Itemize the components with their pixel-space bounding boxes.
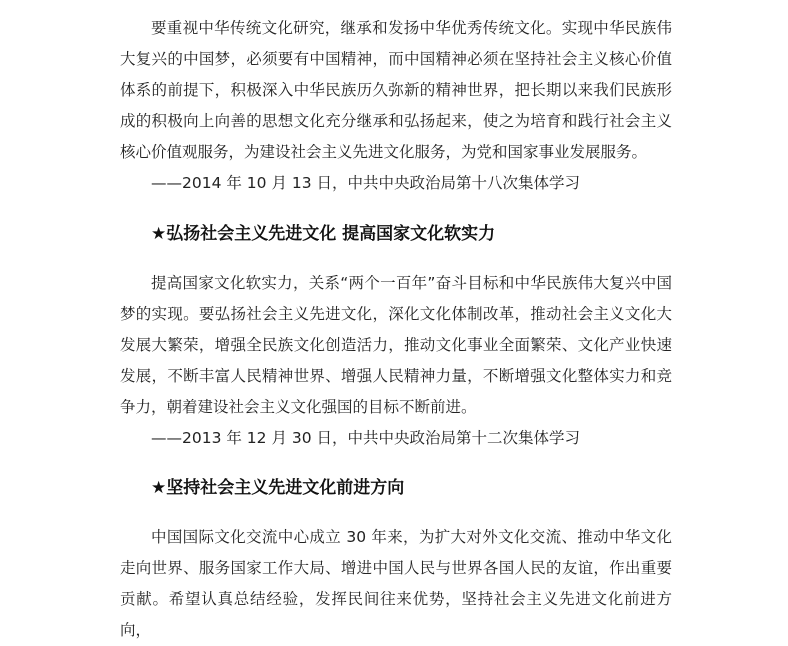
section-heading-soft-power: ★弘扬社会主义先进文化 提高国家文化软实力 [151,224,496,244]
source-line-2014: ——2014 年 10 月 13 日，中共中央政治局第十八次集体学习 [151,174,581,192]
spacer [120,504,672,522]
paragraph-traditional-culture: 要重视中华传统文化研究，继承和发扬中华优秀传统文化。实现中华民族伟大复兴的中国梦，必须要有中国精神，而中国精神必须在坚持社会主义核心价值体系的前提下，积极深入中华民族历久弥新的精神世界，把长期以来我们民族形成的积极向上向善的思想文化充分继承和弘扬起来，使之为培育和践行社会主义核心价值观服务，为建设社会主义先进文化服务，为党和国家事业发展服务。 [120,19,672,161]
spacer [120,454,672,473]
source-line-2013: ——2013 年 12 月 30 日，中共中央政治局第十二次集体学习 [151,429,581,447]
document-page [120,13,672,646]
spacer [120,250,672,268]
section-heading-advanced-culture: ★坚持社会主义先进文化前进方向 [151,478,405,498]
paragraph-cultural-exchange: 中国国际文化交流中心成立 30 年来，为扩大对外文化交流、推动中华文化走向世界、服务国家工作大局、增进中国人民与世界各国人民的友谊，作出重要贡献。希望认真总结经验，发挥民间往来优势，坚持社会主义先进文化前进方向， [120,528,672,639]
spacer [120,199,672,219]
paragraph-soft-power: 提高国家文化软实力，关系“两个一百年”奋斗目标和中华民族伟大复兴中国梦的实现。要弘扬社会主义先进文化，深化文化体制改革，推动社会主义文化大发展大繁荣，增强全民族文化创造活力，推动文化事业全面繁荣、文化产业快速发展，不断丰富人民精神世界、增强人民精神力量，不断增强文化整体实力和竞争力，朝着建设社会主义文化强国的目标不断前进。 [120,274,672,416]
